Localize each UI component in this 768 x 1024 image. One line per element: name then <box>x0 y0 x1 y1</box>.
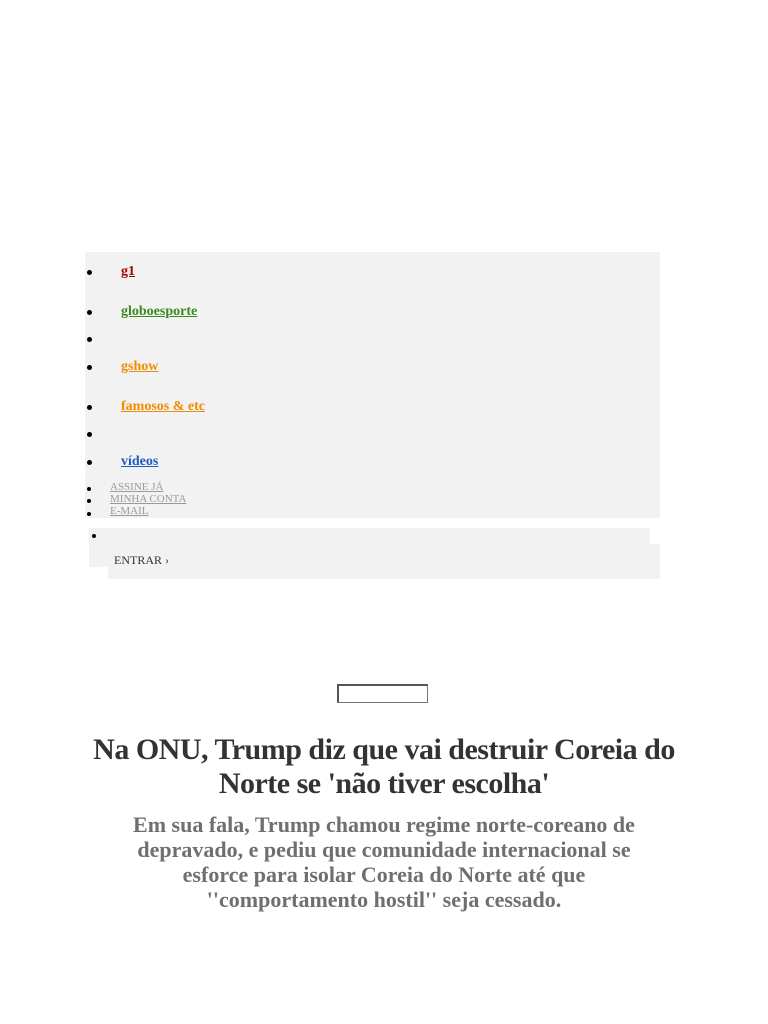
bullet-icon <box>87 487 91 491</box>
nav-link-gshow[interactable]: gshow <box>121 359 159 374</box>
bullet-icon <box>87 460 92 465</box>
nav-link-videos[interactable]: vídeos <box>121 454 159 469</box>
article-subheadline: Em sua fala, Trump chamou regime norte-coreano de depravado, e pediu que comunidade internacional se esforce para isolar Coreia do Norte até que ''comportamento hostil'' seja cessado. <box>133 812 635 912</box>
text-input[interactable] <box>337 684 428 703</box>
site-nav-panel <box>85 252 660 518</box>
my-account-link[interactable]: MINHA CONTA <box>110 493 187 505</box>
subscribe-link[interactable]: ASSINE JÁ <box>110 481 164 493</box>
login-button[interactable]: ENTRAR › <box>114 553 169 567</box>
bullet-icon <box>87 405 92 410</box>
bullet-icon <box>87 337 92 342</box>
bullet-icon <box>87 432 92 437</box>
bullet-icon <box>92 534 96 538</box>
login-area <box>108 544 660 579</box>
nav-link-g1[interactable]: g1 <box>121 264 135 279</box>
bullet-icon <box>87 310 92 315</box>
email-link[interactable]: E-MAIL <box>110 505 149 517</box>
bullet-icon <box>87 499 91 503</box>
article-headline: Na ONU, Trump diz que vai destruir Coreia do Norte se 'não tiver escolha' <box>93 733 675 800</box>
nav-link-globoesporte[interactable]: globoesporte <box>121 304 198 319</box>
bullet-icon <box>87 270 92 275</box>
nav-link-famosos[interactable]: famosos & etc <box>121 399 205 414</box>
bullet-icon <box>87 512 91 516</box>
bullet-icon <box>87 365 92 370</box>
